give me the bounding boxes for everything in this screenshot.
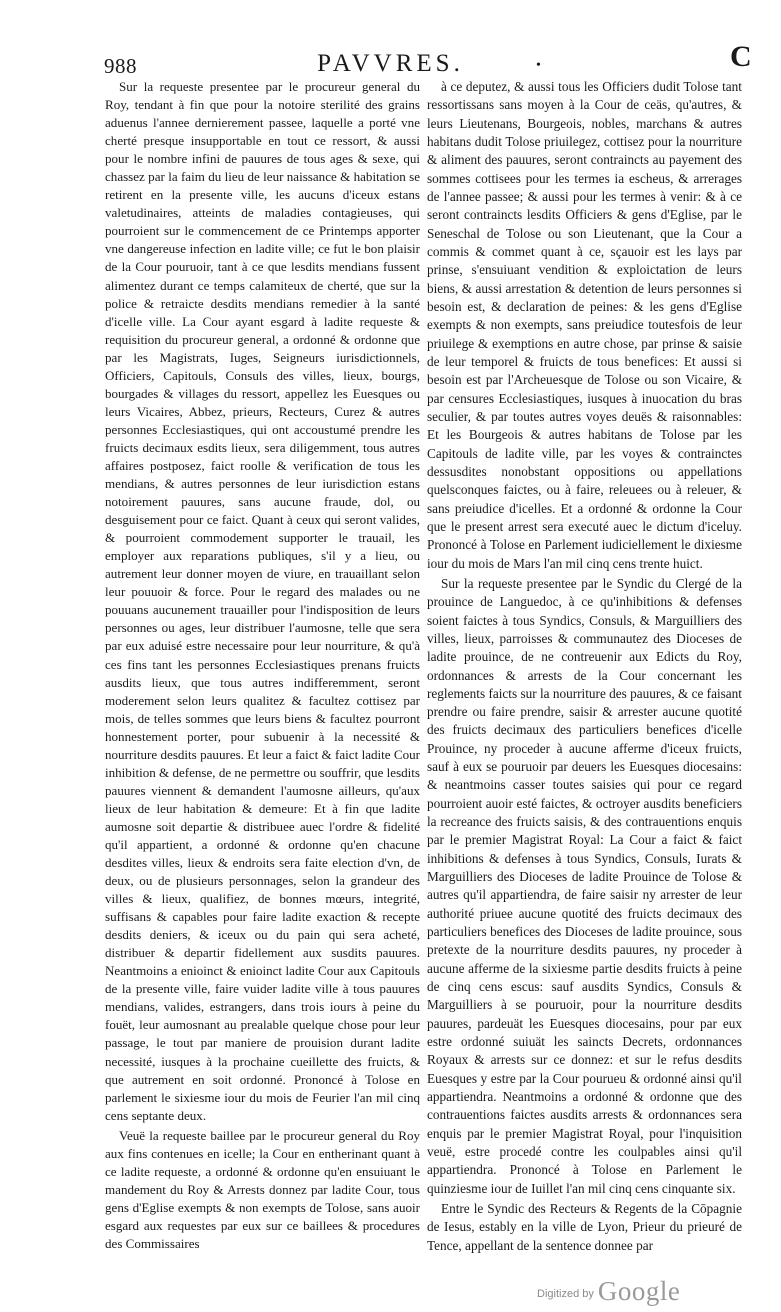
left-column [105, 78, 420, 1253]
watermark-prefix: Digitized by [537, 1288, 594, 1300]
page-header [0, 40, 781, 78]
digitization-watermark [537, 1276, 680, 1307]
left-paragraph: Veuë la requeste baillee par le procureur general du Roy aux fins contenues en icelle; la Cour en entherinant quant à ce ladite requeste, a ordonné & ordonne qu'en ensuiuant le mandement du Roy & Arrests donnez par ladite Cour, tous gens d'Eglise exempts & non exempts de Tolose, sans auoir esgard aux requestes par eux sur ce baillees & procedures des Commissaires [105, 1127, 420, 1251]
right-paragraph: à ce deputez, & aussi tous les Officiers dudit Tolose tant ressortissans sans moyen à la Cour de ceäs, qu'autres, & leurs Lieutenans, Bourgeois, nobles, marchans & autres habitans dudit Tolose priuilegez, cottisez pour la nourriture & aliment des pauures, seront contraincts au payement des sommes cottisees pour les termes ia escheus, & arrerages de l'annee passee; & aussi pour les termes à venir: & à ce seront contraincts lesdits Officiers & gens d'Eglise, par le Seneschal de Tolose ou son Lieutenant, que la Cour a commis & commet quant à ce, sçauoir est les lays par prinse, s'ensuiuant vendition & exploictation de leurs biens, & aussi arrestation & detention de leurs personnes si besoin est, & declaration de peines: & les gens d'Eglise exempts & non exempts, sans preiudice toutesfois de leur priuilege & exemptions en autre chose, par prinse & saisie de leur temporel & fruicts de tous benefices: Et aussi si besoin est par l'Archeuesque de Tolose ou son Vicaire, & par censures Ecclesiastiques, iusques à inuocation du bras seculier, & par toutes autres voyes deuës & raisonnables: Et les Bourgeois & autres habitans de Tolose par les Capitouls de ladite ville, par les voyes & contrainctes dessusdites nonobstant oppositions ou appellations quelsconques faictes, ou à faire, releuees ou à releuer, & sans preiudice d'icelles. Et a ordonné & ordonne la Cour que le present arrest sera executé auec le dictum d'iceluy. Prononcé à Tolose en Parlement iudiciellement le dixiesme iour du mois de Mars l'an mil cinq cens trente huict. [427, 79, 742, 571]
watermark-brand: Google [597, 1276, 681, 1306]
corner-mark: C [730, 40, 752, 73]
right-column [427, 78, 742, 1255]
right-paragraph: Sur la requeste presentee par le Syndic du Clergé de la prouince de Languedoc, à ce qu'inhibitions & defenses soient faictes à tous Syndics, Consuls, & Marguilliers des villes, lieux, parroisses & communautez des Dioceses de ladite prouince, de ne contreuenir aux Edicts du Roy, ordonnances & arrests de la Cour concernant les reglements faicts sur la nourriture des pauures, & ce faisant prendre ou faire prendre, saisir & arrester aucune quotité des fruicts decimaux des particuliers benefices d'icelle Prouince, ny proceder à aucune afferme d'iceux fruicts, sauf à eux se pouruoir par deuers les Euesques diocesains: & neantmoins casser toutes saisies qui pour ce regard pourroient auoir esté faictes, & octroyer ausdits beneficiers la recreance des fruicts saisis, & des contrauentions enquis par le premier Magistrat Royal: La Cour a faict & faict inhibitions & defenses à tous Syndics, Consuls, Iurats & Marguilliers des Dioceses de ladite Prouince de Tolose & autres qu'il appartiendra, de faire saisir ny arrester de leur authorité priuee aucune quotité des fruicts decimaux des particuliers benefices des Dioceses de ladite prouince, sous pretexte de la nourriture desdits pauures, ny proceder à aucune afferme de la sixiesme partie desdits fruicts à peine de cinq cens escus: sauf ausdits Syndics, Consuls & Marguilliers à se pouruoir, pour la nourriture desdits pauures, pardeuät les Euesques diocesains, pour par eux estre ordonné suiuät les saincts Decrets, ordonnances Royaux & arrests sur ce donnez: et sur le refus desdits Euesques y estre par la Cour pourueu & ordonné ainsi qu'il appartiendra. Neantmoins a ordonné & ordonne que des contrauentions faictes ausdits arrests & ordonnances sera enquis par le premier Magistrat Royal, pour l'inquisition veuë, estre procedé contre les coulpables ainsi qu'il appartiendra. Prononcé à Tolose en Parlement le quinziesme iour de Iuillet l'an mil cinq cens cinquante six. [427, 575, 742, 1196]
ornament-dot: • [536, 58, 541, 73]
running-title: PAVVRES. [317, 50, 464, 77]
right-paragraph: Entre le Syndic des Recteurs & Regents de la Cōpagnie de Iesus, estably en la ville de Lyon, Prieur du prieuré de Tence, appellant de la sentence donnee par [427, 1201, 742, 1253]
page-number: 988 [104, 54, 137, 78]
left-paragraph: Sur la requeste presentee par le procureur general du Roy, tendant à fin que pour la notoire sterilité des grains aduenus l'annee dernierement passee, laquelle a porté vne cherté presque insupportable en tout ce ressort, & aussi pour le nombre infini de pauures de tous ages & sexe, qui chassez par la faim du lieu de leur naissance & habitation se retirent en la presente ville, les aucuns d'iceux estans valetudinaires, atteints de maladies contagieuses, qui pourroient sur le commencement de ce Printemps apporter vne dangereuse infection en ladite ville; ce fut le bon plaisir de la Cour pouruoir, tant à ce que lesdits mendians fussent alimentez durant ce temps calamiteux de cherté, que sur la police & retraicte desdits mendians remedier à la santé d'icelle ville. La Cour ayant esgard à ladite requeste & requisition du procureur general, a ordonné & ordonne que par les Magistrats, Iuges, Seigneurs iurisdictionnels, Officiers, Capitouls, Consuls des villes, lieux, bourgs, bourgades & villages du ressort, appellez les Euesques ou leurs Vicaires, Abbez, prieurs, Recteurs, Curez & autres personnes Ecclesiastiques, qui ont accoustumé prendre les fruicts decimaux esdits lieux, sera diligemment, tous autres affaires postposez, faict roolle & verification de tous les mendians, & autres personnes de leur iurisdiction estans notoirement pauures, sans aucune fraude, dol, ou desguisement pour ce faict. Quant à ceux qui seront valides, & pourroient commodement supporter le trauail, les employer aux reparations publiques, s'il y a lieu, ou autrement leur donner moyen de viure, en trauaillant selon leur pouuoir & force. Pour le regard des malades ou ne pouuans aucunement trauailler pour l'indisposition de leurs personnes ou ages, leur distribuer l'aumosne, telle que sera par eux aduisé estre necessaire pour leur nourriture, & qu'à ces fins tant les personnes Ecclesiastiques prenans fruicts ausdits lieux, que tous autres indifferemment, seront moderement selon leurs qualitez & facultez cottisez par mois, de telles sommes que leurs biens & facultez pourront honnestement porter, pour subuenir à la necessité & nourriture desdits pauures. Et leur a faict & faict ladite Cour inhibition & defense, de ne permettre ou souffrir, que lesdits pauures viennent & demandent l'aumosne ailleurs, qu'aux lieux de leur habitation & demeure: Et à fin que ladite aumosne soit departie & distribuee auec l'ordre & fidelité qu'il appartient, a ordonné & ordonne qu'en chacune desdites villes, lieux & endroits sera faite election d'vn, de deux, ou de plusieurs personnages, selon la grandeur des villes & lieux, qualifiez, de bonnes mœurs, integrité, suffisans & capables pour faire ladite exaction & recepte desdits deniers, & iceux ou du pain qui sera acheté, distribuer & departir fidellement aux susdits pauures. Neantmoins a enioinct & enioinct ladite Cour aux Capitouls de la presente ville, faire vuider ladite ville à tous pauures mendians, valides, estrangers, dans trois iours à peine du fouët, leur aumosnant au prealable quelque chose pour leur passage, le tout par maniere de prouision durant ladite necessité, iusques à la prochaine cueillette des fruicts, & que autrement en soit ordonné. Prononcé à Tolose en parlement le sixiesme iour du mois de Feurier l'an mil cinq cens septante deux. [105, 79, 420, 1123]
